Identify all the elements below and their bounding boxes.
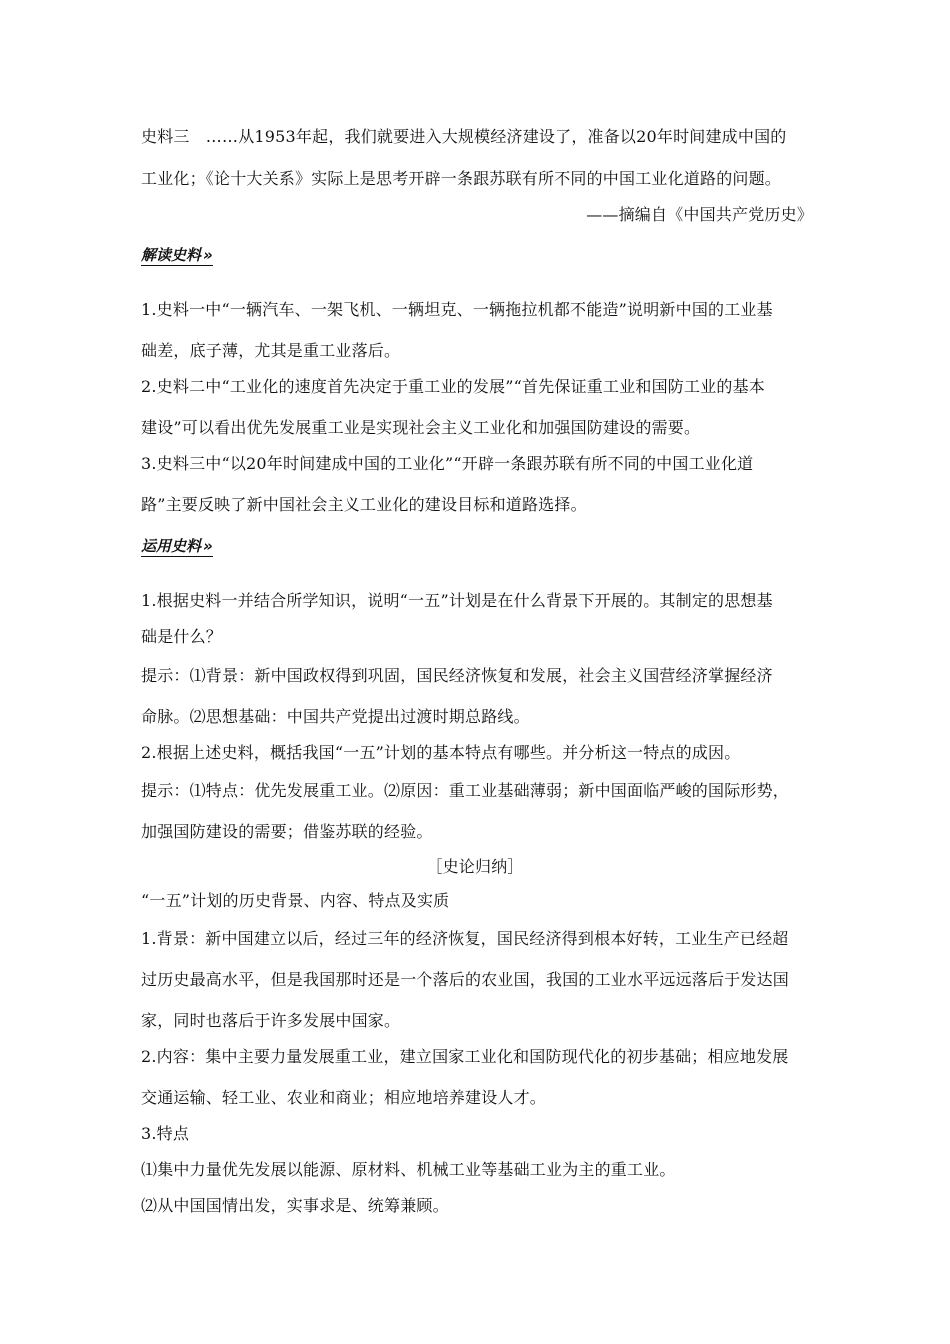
summary-line-5: 2.内容：集中主要力量发展重工业，建立国家工业化和国防现代化的初步基础；相应地发展 <box>141 1047 789 1066</box>
source3-citation: ——摘编自《中国共产党历史》 <box>586 205 813 224</box>
summary-line-8: ⑴集中力量优先发展以能源、原材料、机械工业等基础工业为主的重工业。 <box>141 1160 676 1179</box>
apply-line-2: 础是什么？ <box>141 627 223 646</box>
apply-heading <box>141 536 213 557</box>
interpret-line-6: 路”主要反映了新中国社会主义工业化的建设目标和道路选择。 <box>141 495 587 514</box>
apply-line-4: 命脉。⑵思想基础：中国共产党提出过渡时期总路线。 <box>141 707 530 726</box>
apply-line-5: 2.根据上述史料，概括我国“一五”计划的基本特点有哪些。并分析这一特点的成因。 <box>141 743 741 762</box>
source3-line-1: 史料三 ……从1953年起，我们就要进入大规模经济建设了，准备以20年时间建成中国的 <box>141 127 787 146</box>
interpret-line-3: 2.史料二中“工业化的速度首先决定于重工业的发展”“首先保证重工业和国防工业的基本 <box>141 377 766 396</box>
apply-line-7: 加强国防建设的需要；借鉴苏联的经验。 <box>141 822 433 841</box>
summary-line-1: “一五”计划的历史背景、内容、特点及实质 <box>141 891 450 910</box>
interpret-line-2: 础差，底子薄，尤其是重工业落后。 <box>141 341 401 360</box>
interpret-heading-label: 解读史料 <box>141 246 202 264</box>
chevron-double-right-icon: » <box>203 246 213 264</box>
apply-heading-label: 运用史料 <box>141 537 202 555</box>
summary-line-7: 3.特点 <box>141 1124 190 1143</box>
interpret-line-4: 建设”可以看出优先发展重工业是实现社会主义工业化和加强国防建设的需要。 <box>141 418 701 437</box>
apply-line-1: 1.根据史料一并结合所学知识，说明“一五”计划是在什么背景下开展的。其制定的思想基 <box>141 591 773 610</box>
interpret-line-5: 3.史料三中“以20年时间建成中国的工业化”“开辟一条跟苏联有所不同的中国工业化道 <box>141 454 754 473</box>
summary-line-2: 1.背景：新中国建立以后，经过三年的经济恢复，国民经济得到根本好转，工业生产已经超 <box>141 929 789 948</box>
summary-title: ［史论归纳］ <box>426 857 524 876</box>
apply-line-3: 提示：⑴背景：新中国政权得到巩固，国民经济恢复和发展，社会主义国营经济掌握经济 <box>141 666 773 685</box>
interpret-line-1: 1.史料一中“一辆汽车、一架飞机、一辆坦克、一辆拖拉机都不能造”说明新中国的工业基 <box>141 300 773 319</box>
summary-line-4: 家，同时也落后于许多发展中国家。 <box>141 1011 401 1030</box>
summary-line-6: 交通运输、轻工业、农业和商业；相应地培养建设人才。 <box>141 1088 547 1107</box>
apply-line-6: 提示：⑴特点：优先发展重工业。⑵原因：重工业基础薄弱；新中国面临严峻的国际形势， <box>141 781 790 800</box>
summary-line-9: ⑵从中国国情出发，实事求是、统筹兼顾。 <box>141 1196 449 1215</box>
chevron-double-right-icon: » <box>203 537 213 555</box>
interpret-heading <box>141 245 213 266</box>
source3-line-2: 工业化；《论十大关系》实际上是思考开辟一条跟苏联有所不同的中国工业化道路的问题。 <box>141 169 782 188</box>
summary-line-3: 过历史最高水平，但是我国那时还是一个落后的农业国，我国的工业水平远远落后于发达国 <box>141 970 790 989</box>
